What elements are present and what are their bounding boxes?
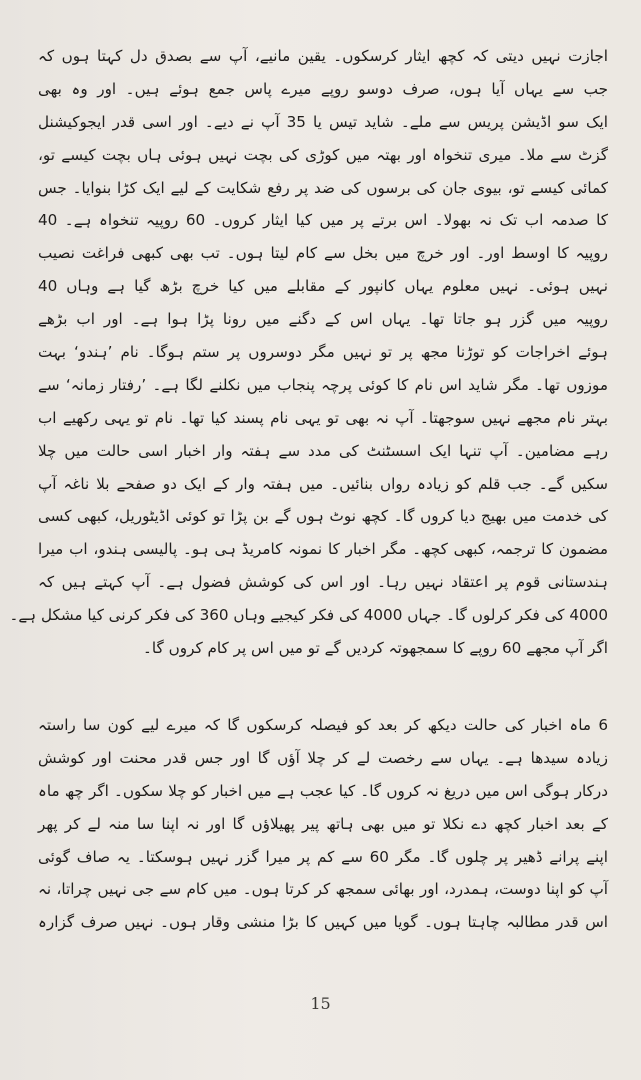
text-line: جب سے یہاں آیا ہوں، صرف دوسو روپے میرے پاس جمع ہوئے ہیں۔ اور وہ بھی xyxy=(38,79,608,98)
text-line: درکار ہوگی اس میں دریغ نہ کروں گا۔ کیا عجب ہے میں اخبار کو چلا سکوں۔ اگر چھ ماہ xyxy=(38,781,608,800)
text-line: ایک سو اڈیشن پریس سے ملے۔ شاید تیس یا 35 آپ نے دیے۔ اور اسی قدر ایجوکیشنل xyxy=(38,112,608,131)
text-line: سکیں گے۔ جب قلم کو زیادہ رواں بنائیں۔ میں ہفتہ وار کے ایک دو صفحے بلا ناغہ آپ xyxy=(38,474,608,493)
text-line: ہندستانی قوم پر اعتقاد نہیں رہا۔ اور اس کی کوشش فضول ہے۔ آپ کہتے ہیں کہ xyxy=(38,573,608,592)
text-line: موزوں تھا۔ مگر شاید اس نام کا کوئی پرچہ پنجاب میں نکلنے لگا ہے۔ ’رفتار زمانہ‘ سے xyxy=(38,375,608,394)
text-line: ہوئے اخراجات کو توڑنا مجھ پر تو نہیں مگر دوسروں پر ستم ہوگا۔ نام ’ہندو‘ بہت xyxy=(38,343,608,362)
paragraph-2 xyxy=(38,709,608,939)
text-line: 4000 کی فکر کرلوں گا۔ جہاں 4000 کی فکر کیجیے وہاں 360 کی فکر کرنی کیا مشکل ہے۔ xyxy=(9,606,608,625)
text-line: اگر آپ مجھے 60 روپے کا سمجھوتہ کردیں گے تو میں اس پر کام کروں گا۔ xyxy=(143,639,608,658)
text-line: اپنے پرانے ڈھیر پر چلوں گا۔ مگر 60 سے کم پر میرا گزر نہیں ہوسکتا۔ یہ صاف گوئی xyxy=(38,847,609,866)
text-line: روپیہ میں گزر ہو جاتا تھا۔ یہاں اس کے دگنے میں رونا پڑا ہوا ہے۔ اور اب بڑھے xyxy=(38,310,608,329)
text-line: کے بعد اخبار کچھ دے نکلا تو میں بھی ہاتھ پیر پھیلاؤں گا اور نہ اپنا سا منہ لے کر پھر xyxy=(38,814,608,833)
text-line: آپ کو اپنا دوست، ہمدرد، اور بھائی سمجھ کر کرتا ہوں۔ میں کام سے جی نہیں چراتا، نہ xyxy=(38,880,608,899)
text-line: بہتر نام مجھے نہیں سوجھتا۔ آپ نہ بھی تو یہی نام پسند کیا تھا۔ نام تو یہی رکھیے اب xyxy=(38,408,608,427)
text-line: کا صدمہ اب تک نہ بھولا۔ اس برتے پر میں کیا ایثار کروں۔ 60 روپیہ تنخواہ ہے۔ 40 xyxy=(38,211,608,230)
text-line: نہیں ہوئی۔ نہیں معلوم یہاں کانپور کے مقابلے میں کیا خرچ بڑھ گیا ہے وہاں 40 xyxy=(38,277,608,296)
text-line: روپیہ کا اوسط اور۔ اور خرچ میں بخل سے کام لیتا ہوں۔ تب بھی کبھی فراغت نصیب xyxy=(38,244,608,263)
text-line: گزٹ سے ملا۔ میری تنخواہ اور بھتہ میں کوڑی کی بچت نہیں ہوئی ہاں بچت کیسے تو، xyxy=(38,145,608,164)
paragraph-1 xyxy=(9,40,608,665)
text-line: اس قدر مطالبہ چاہتا ہوں۔ گویا میں کہیں کا بڑا منشی وقار ہوں۔ نہیں صرف گزارہ xyxy=(38,913,608,932)
text-line: زیادہ سیدھا ہے۔ یہاں سے رخصت لے کر چلا آؤں گا اور جس قدر محنت اور کوشش xyxy=(38,748,608,767)
text-line: کی خدمت میں بھیج دیا کروں گا۔ کچھ نوٹ ہوں گے بن پڑا تو کوئی اڈیٹوریل، کبھی کسی xyxy=(38,507,608,526)
text-line: 6 ماہ اخبار کی حالت دیکھ کر بعد کو فیصلہ کرسکوں گا کہ میرے لیے کون سا راستہ xyxy=(38,716,608,734)
text-line: کمائی کیسے تو، بیوی جان کی برسوں کی ضد پر رفع شکایت کے لیے ایک کڑا بنوایا۔ جس xyxy=(38,178,608,197)
page-number: 15 xyxy=(310,994,331,1013)
text-line: اجازت نہیں دیتی کہ کچھ ایثار کرسکوں۔ یقین مانیے، آپ سے بصدق دل کہتا ہوں کہ xyxy=(38,47,608,65)
text-line: مضمون کا ترجمہ، کبھی کچھ۔ مگر اخبار کا نمونہ کامریڈ ہی ہو۔ پالیسی ہندو، اب میرا xyxy=(38,540,608,559)
text-line: رہے مضامین۔ آپ تنہا ایک اسسٹنٹ کی مدد سے ہفتہ وار اخبار اسی حالت میں چلا xyxy=(38,441,608,460)
